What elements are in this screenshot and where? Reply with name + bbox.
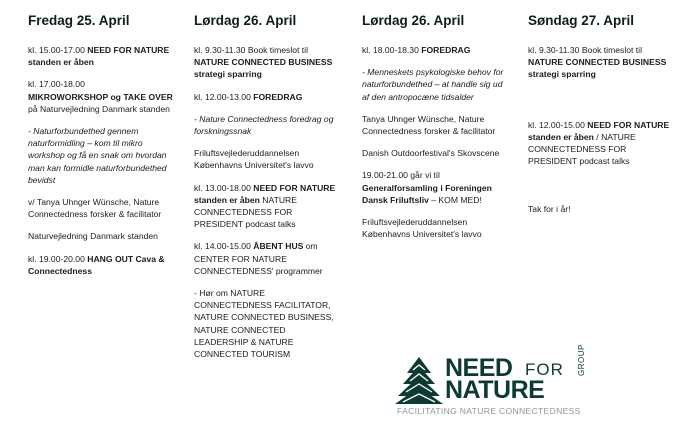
column-title: Søndag 27. April — [528, 13, 635, 28]
logo-word-need: NEED — [445, 354, 513, 382]
program-item: v/ Tanya Uhnger Wünsche, Nature Connectedness forsker & facilitator — [28, 197, 162, 220]
program-item: kl. 18.00-18.30 FOREDRAG — [362, 45, 471, 55]
spacer — [528, 177, 676, 203]
need-for-nature-logo — [395, 344, 595, 422]
column-saturday-2 — [362, 12, 510, 250]
program-item: kl. 17.00-18.00 MIKROWORKSHOP og TAKE OVER på Naturvejledning Danmark standen — [28, 79, 173, 114]
column-saturday-1 — [194, 12, 342, 370]
program-location: Naturvejledning Danmark standen — [28, 231, 158, 242]
program-item: kl. 12.00-15.00 NEED FOR NATURE standen er åben / NATURE CONNECTEDNESS FOR PRESIDENT podcast talks — [528, 119, 670, 167]
column-sunday — [528, 12, 676, 226]
column-friday — [28, 12, 178, 287]
program-item: Tanya Uhnger Wünsche, Nature Connectedness forsker & facilitator — [362, 113, 496, 137]
program-item: kl. 9.30-11.30 Book timeslot til NATURE CONNECTED BUSINESS strategi sparring — [528, 45, 667, 80]
program-item: kl. 14.00-15.00 ÅBENT HUS om CENTER FOR NATURE CONNECTEDNESS' programmer — [194, 241, 323, 276]
logo-word-nature: NATURE — [445, 376, 545, 404]
program-description: - Hør om NATURE CONNECTEDNESS FACILITATOR, NATURE CONNECTED BUSINESS, NATURE CONNECTED LEADERSHIP & NATURE CONNECTED TOURISM — [194, 288, 334, 360]
logo-word-group: GROUP — [577, 344, 586, 376]
program-item: kl. 15.00-17.00 NEED FOR NATURE standen er åben — [28, 45, 170, 68]
column-title: Lørdag 26. April — [194, 13, 297, 28]
program-item: kl. 13.00-18.00 NEED FOR NATURE standen er åben NATURE CONNECTEDNESS FOR PRESIDENT podcast talks — [194, 182, 336, 230]
tree-icon — [395, 356, 443, 406]
spacer — [528, 91, 676, 119]
program-item: kl. 9.30-11.30 Book timeslot til NATURE CONNECTED BUSINESS strategi sparring — [194, 45, 333, 80]
program-item: 19.00-21.00 går vi til Generalforsamling i Foreningen Dansk Friluftsliv – KOM MED! — [362, 170, 492, 205]
program-description: - Nature Connectedness foredrag og forskningssnak — [194, 113, 334, 137]
program-location: Friluftsvejlederuddannelsen Københavns Universitet's lavvo — [362, 217, 482, 240]
program-location: Friluftsvejlederuddannelsen Københavns Universitet's lavvo — [194, 148, 314, 171]
program-location: Danish Outdoorfestival's Skovscene — [362, 148, 500, 159]
logo-word-for: FOR — [525, 360, 564, 379]
program-item: kl. 19.00-20.00 HANG OUT Cava & Connectedness — [28, 253, 165, 276]
column-title: Lørdag 26. April — [362, 13, 465, 28]
logo-tagline: FACILITATING NATURE CONNECTEDNESS — [397, 406, 581, 416]
program-description: - Menneskets psykologiske behov for naturforbundethed – at handle sig ud af den antropocæne tidsalder — [362, 67, 504, 102]
program-description: - Naturforbundethed gennem naturformidling – kom til mikro workshop og få en snak om hvordan man kan formidle naturforbundethed bevidst — [28, 126, 167, 185]
column-title: Fredag 25. April — [28, 13, 130, 28]
program-item: kl. 12.00-13.00 FOREDRAG — [194, 91, 303, 102]
closing-note: Tak for i år! — [528, 204, 571, 215]
